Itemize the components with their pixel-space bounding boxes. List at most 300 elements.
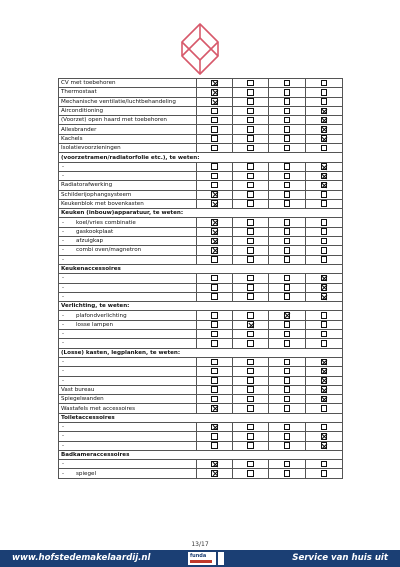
row-label (59, 227, 197, 236)
checked-checkbox[interactable] (211, 228, 218, 235)
empty-checkbox[interactable] (321, 98, 328, 105)
empty-checkbox[interactable] (247, 135, 254, 142)
empty-checkbox[interactable] (247, 386, 254, 393)
inventory-table (58, 78, 343, 479)
empty-checkbox[interactable] (284, 126, 291, 133)
checked-checkbox[interactable] (321, 386, 328, 393)
empty-checkbox[interactable] (284, 145, 291, 152)
funda-badge (188, 552, 216, 565)
checkbox-cell (306, 367, 343, 376)
checked-checkbox[interactable] (211, 247, 218, 254)
row-label-text: Wastafels met accessoires (61, 405, 136, 412)
checkbox-cell (233, 385, 269, 394)
table-row (59, 376, 343, 385)
checkbox-cell (269, 97, 306, 106)
table-row (59, 469, 343, 478)
checkbox-cell (306, 106, 343, 115)
empty-checkbox[interactable] (211, 135, 218, 142)
checkbox-cell (197, 125, 233, 134)
checkbox-cell (306, 79, 343, 88)
empty-checkbox[interactable] (284, 442, 291, 449)
row-label-text: (voorzetramen/radiatorfolie etc.), te weten: (61, 154, 200, 161)
checked-checkbox[interactable] (321, 359, 328, 366)
empty-checkbox[interactable] (247, 247, 254, 254)
checkbox-cell (233, 255, 269, 264)
row-label (59, 302, 343, 311)
empty-checkbox[interactable] (284, 135, 291, 142)
row-label-text: losse lampen (76, 321, 113, 328)
row-label (59, 432, 197, 441)
empty-checkbox[interactable] (211, 396, 218, 403)
checkbox-cell (269, 88, 306, 97)
empty-checkbox[interactable] (284, 173, 291, 180)
empty-checkbox[interactable] (211, 108, 218, 115)
empty-checkbox[interactable] (321, 191, 328, 198)
checkbox-cell (233, 162, 269, 171)
checkbox-cell (197, 88, 233, 97)
table-row (59, 339, 343, 348)
checkbox-cell (233, 227, 269, 236)
checkbox-cell (233, 460, 269, 469)
empty-checkbox[interactable] (247, 377, 254, 384)
row-label (59, 134, 197, 143)
section-header-row (59, 450, 343, 459)
checked-checkbox[interactable] (321, 126, 328, 133)
empty-checkbox[interactable] (247, 80, 254, 87)
bullet-marker: - (62, 284, 65, 291)
checkbox-cell (197, 320, 233, 329)
bullet-marker: - (62, 377, 65, 384)
page-number: 13/17 (191, 541, 209, 548)
checkbox-cell (269, 441, 306, 450)
bullet-marker: - (62, 275, 65, 282)
empty-checkbox[interactable] (284, 405, 291, 412)
empty-checkbox[interactable] (247, 228, 254, 235)
checkbox-cell (269, 227, 306, 236)
empty-checkbox[interactable] (321, 312, 328, 319)
empty-checkbox[interactable] (211, 340, 218, 347)
checked-checkbox[interactable] (321, 284, 328, 291)
empty-checkbox[interactable] (211, 377, 218, 384)
checked-checkbox[interactable] (211, 238, 218, 245)
table-row (59, 125, 343, 134)
row-label (59, 348, 343, 357)
empty-checkbox[interactable] (247, 182, 254, 189)
table-row (59, 357, 343, 366)
checked-checkbox[interactable] (321, 293, 328, 300)
empty-checkbox[interactable] (321, 145, 328, 152)
row-label (59, 190, 197, 199)
empty-checkbox[interactable] (211, 126, 218, 133)
checkbox-cell (269, 357, 306, 366)
empty-checkbox[interactable] (321, 80, 328, 87)
row-label (59, 274, 197, 283)
table-row (59, 97, 343, 106)
empty-checkbox[interactable] (211, 368, 218, 375)
table-row (59, 460, 343, 469)
empty-checkbox[interactable] (284, 256, 291, 263)
checkbox-cell (197, 422, 233, 431)
checkbox-cell (197, 162, 233, 171)
checked-checkbox[interactable] (211, 424, 218, 431)
empty-checkbox[interactable] (284, 396, 291, 403)
checkbox-cell (306, 97, 343, 106)
empty-checkbox[interactable] (247, 191, 254, 198)
empty-checkbox[interactable] (211, 293, 218, 300)
checkbox-cell (269, 162, 306, 171)
row-label (59, 106, 197, 115)
checkbox-cell (306, 246, 343, 255)
checkbox-cell (197, 339, 233, 348)
empty-checkbox[interactable] (284, 470, 291, 477)
checkbox-cell (269, 125, 306, 134)
row-label (59, 422, 197, 431)
empty-checkbox[interactable] (247, 117, 254, 124)
empty-checkbox[interactable] (247, 238, 254, 245)
checked-checkbox[interactable] (284, 312, 291, 319)
bullet-marker: - (62, 424, 65, 431)
footer-slogan: Service van huis uit (292, 553, 388, 563)
empty-checkbox[interactable] (284, 219, 291, 226)
empty-checkbox[interactable] (247, 312, 254, 319)
table-row (59, 218, 343, 227)
checked-checkbox[interactable] (321, 377, 328, 384)
checked-checkbox[interactable] (211, 461, 218, 468)
empty-checkbox[interactable] (247, 433, 254, 440)
section-header-row (59, 153, 343, 162)
row-label (59, 311, 197, 320)
empty-checkbox[interactable] (247, 461, 254, 468)
empty-checkbox[interactable] (284, 331, 291, 338)
checkbox-cell (233, 199, 269, 208)
table-row (59, 190, 343, 199)
empty-checkbox[interactable] (211, 163, 218, 170)
row-label-text: Keukenblok met bovenkasten (61, 201, 144, 207)
bullet-marker: - (62, 340, 65, 347)
checked-checkbox[interactable] (321, 275, 328, 282)
row-label-text: gaskookplaat (76, 228, 114, 235)
checkbox-cell (269, 460, 306, 469)
checkbox-cell (269, 144, 306, 153)
bullet-marker: - (62, 312, 65, 319)
empty-checkbox[interactable] (321, 340, 328, 347)
empty-checkbox[interactable] (284, 386, 291, 393)
empty-checkbox[interactable] (211, 256, 218, 263)
row-label (59, 292, 197, 301)
checkbox-cell (197, 469, 233, 478)
empty-checkbox[interactable] (247, 424, 254, 431)
checkbox-cell (233, 246, 269, 255)
empty-checkbox[interactable] (321, 247, 328, 254)
checkbox-cell (269, 469, 306, 478)
empty-checkbox[interactable] (321, 405, 328, 412)
checkbox-cell (233, 116, 269, 125)
empty-checkbox[interactable] (284, 284, 291, 291)
empty-checkbox[interactable] (321, 228, 328, 235)
row-label-text: combi oven/magnetron (76, 247, 142, 254)
checked-checkbox[interactable] (321, 117, 328, 124)
checkbox-cell (197, 395, 233, 404)
checkbox-cell (306, 320, 343, 329)
empty-checkbox[interactable] (247, 256, 254, 263)
empty-checkbox[interactable] (284, 433, 291, 440)
table-row (59, 422, 343, 431)
row-label-text: (Voorzet) open haard met toebehoren (61, 117, 167, 124)
row-label-text: plafondverlichting (76, 312, 127, 319)
checkbox-cell (233, 218, 269, 227)
checked-checkbox[interactable] (211, 470, 218, 477)
logo-icon (178, 22, 222, 78)
checked-checkbox[interactable] (321, 182, 328, 189)
empty-checkbox[interactable] (284, 377, 291, 384)
checkbox-cell (233, 441, 269, 450)
checkbox-cell (197, 116, 233, 125)
empty-checkbox[interactable] (247, 284, 254, 291)
empty-checkbox[interactable] (247, 293, 254, 300)
empty-checkbox[interactable] (321, 238, 328, 245)
checked-checkbox[interactable] (321, 368, 328, 375)
table-row (59, 255, 343, 264)
row-label (59, 450, 343, 459)
table-row (59, 311, 343, 320)
empty-checkbox[interactable] (284, 461, 291, 468)
checkbox-cell (269, 404, 306, 413)
empty-checkbox[interactable] (247, 145, 254, 152)
row-label-text: Spiegelwanden (61, 396, 104, 403)
empty-checkbox[interactable] (247, 163, 254, 170)
row-label (59, 385, 197, 394)
empty-checkbox[interactable] (284, 89, 291, 96)
checkbox-cell (197, 144, 233, 153)
row-label (59, 460, 197, 469)
empty-checkbox[interactable] (321, 200, 328, 207)
row-label-text: Isolatievoorzieningen (61, 145, 121, 152)
empty-checkbox[interactable] (247, 173, 254, 180)
checked-checkbox[interactable] (321, 135, 328, 142)
empty-checkbox[interactable] (284, 200, 291, 207)
empty-checkbox[interactable] (247, 442, 254, 449)
empty-checkbox[interactable] (284, 424, 291, 431)
checkbox-cell (233, 134, 269, 143)
row-label (59, 469, 197, 478)
empty-checkbox[interactable] (247, 368, 254, 375)
website-link[interactable]: www.hofstedemakelaardij.nl (12, 553, 151, 563)
bullet-marker: - (62, 228, 65, 235)
checkbox-cell (233, 320, 269, 329)
checkbox-cell (233, 367, 269, 376)
checkbox-cell (306, 255, 343, 264)
empty-checkbox[interactable] (211, 275, 218, 282)
empty-checkbox[interactable] (321, 89, 328, 96)
checkbox-cell (233, 404, 269, 413)
empty-checkbox[interactable] (321, 256, 328, 263)
empty-checkbox[interactable] (247, 359, 254, 366)
empty-checkbox[interactable] (284, 238, 291, 245)
empty-checkbox[interactable] (247, 89, 254, 96)
checkbox-cell (197, 274, 233, 283)
checkbox-cell (197, 218, 233, 227)
empty-checkbox[interactable] (284, 191, 291, 198)
empty-checkbox[interactable] (247, 200, 254, 207)
empty-checkbox[interactable] (321, 321, 328, 328)
section-header-row (59, 348, 343, 357)
checkbox-cell (306, 330, 343, 339)
checkbox-cell (197, 330, 233, 339)
empty-checkbox[interactable] (247, 405, 254, 412)
checkbox-cell (306, 311, 343, 320)
row-label (59, 171, 197, 180)
checked-checkbox[interactable] (211, 80, 218, 87)
row-label-text: Mechanische ventilatie/luchtbehandeling (61, 98, 176, 105)
checked-checkbox[interactable] (321, 442, 328, 449)
checked-checkbox[interactable] (321, 433, 328, 440)
row-label (59, 376, 197, 385)
checked-checkbox[interactable] (211, 89, 218, 96)
empty-checkbox[interactable] (211, 145, 218, 152)
checkbox-cell (197, 190, 233, 199)
row-label (59, 283, 197, 292)
checkbox-cell (306, 469, 343, 478)
checked-checkbox[interactable] (321, 173, 328, 180)
empty-checkbox[interactable] (211, 173, 218, 180)
empty-checkbox[interactable] (211, 182, 218, 189)
row-label (59, 116, 197, 125)
empty-checkbox[interactable] (211, 284, 218, 291)
empty-checkbox[interactable] (284, 359, 291, 366)
empty-checkbox[interactable] (211, 386, 218, 393)
checked-checkbox[interactable] (211, 191, 218, 198)
row-label-text: spiegel (76, 470, 97, 477)
empty-checkbox[interactable] (247, 219, 254, 226)
table-row (59, 162, 343, 171)
table-row (59, 330, 343, 339)
checkbox-cell (306, 357, 343, 366)
bullet-marker: - (62, 359, 65, 366)
row-label (59, 404, 197, 413)
checkbox-cell (306, 199, 343, 208)
empty-checkbox[interactable] (211, 321, 218, 328)
empty-checkbox[interactable] (247, 98, 254, 105)
table-row (59, 283, 343, 292)
table-row (59, 385, 343, 394)
row-label-text: Kachels (61, 135, 83, 142)
checkbox-cell (233, 97, 269, 106)
checkbox-cell (269, 218, 306, 227)
section-header-row (59, 302, 343, 311)
row-label-text: Vast bureau (61, 386, 95, 393)
empty-checkbox[interactable] (211, 312, 218, 319)
row-label-text: Badkameraccessoires (61, 452, 130, 459)
row-label (59, 153, 343, 162)
checked-checkbox[interactable] (211, 98, 218, 105)
checkbox-cell (197, 292, 233, 301)
bullet-marker: - (62, 461, 65, 468)
empty-checkbox[interactable] (321, 424, 328, 431)
checked-checkbox[interactable] (321, 163, 328, 170)
empty-checkbox[interactable] (284, 182, 291, 189)
empty-checkbox[interactable] (284, 98, 291, 105)
row-label (59, 264, 343, 273)
checkbox-cell (306, 376, 343, 385)
checkbox-cell (306, 162, 343, 171)
empty-checkbox[interactable] (284, 293, 291, 300)
checked-checkbox[interactable] (247, 321, 254, 328)
empty-checkbox[interactable] (284, 108, 291, 115)
checkbox-cell (306, 283, 343, 292)
bullet-marker: - (62, 247, 65, 254)
checkbox-cell (306, 274, 343, 283)
empty-checkbox[interactable] (284, 228, 291, 235)
empty-checkbox[interactable] (211, 331, 218, 338)
checked-checkbox[interactable] (321, 108, 328, 115)
checked-checkbox[interactable] (321, 396, 328, 403)
checkbox-cell (306, 441, 343, 450)
checkbox-cell (269, 311, 306, 320)
section-header-row (59, 209, 343, 218)
empty-checkbox[interactable] (284, 340, 291, 347)
empty-checkbox[interactable] (284, 321, 291, 328)
bullet-marker: - (62, 238, 65, 245)
empty-checkbox[interactable] (211, 359, 218, 366)
empty-checkbox[interactable] (247, 275, 254, 282)
checkbox-cell (233, 237, 269, 246)
empty-checkbox[interactable] (284, 80, 291, 87)
checkbox-cell (269, 237, 306, 246)
row-label-text: Verlichting, te weten: (61, 303, 130, 310)
empty-checkbox[interactable] (247, 331, 254, 338)
empty-checkbox[interactable] (321, 219, 328, 226)
empty-checkbox[interactable] (284, 117, 291, 124)
checkbox-cell (233, 106, 269, 115)
empty-checkbox[interactable] (247, 396, 254, 403)
empty-checkbox[interactable] (211, 442, 218, 449)
row-label-text: (Losse) kasten, legplanken, te weten: (61, 349, 181, 356)
empty-checkbox[interactable] (284, 163, 291, 170)
empty-checkbox[interactable] (321, 331, 328, 338)
empty-checkbox[interactable] (211, 433, 218, 440)
checked-checkbox[interactable] (211, 219, 218, 226)
bullet-marker: - (62, 368, 65, 375)
checkbox-cell (306, 432, 343, 441)
row-label (59, 339, 197, 348)
empty-checkbox[interactable] (247, 126, 254, 133)
empty-checkbox[interactable] (321, 461, 328, 468)
checkbox-cell (197, 199, 233, 208)
empty-checkbox[interactable] (247, 108, 254, 115)
empty-checkbox[interactable] (321, 470, 328, 477)
bullet-marker: - (62, 256, 65, 263)
empty-checkbox[interactable] (211, 117, 218, 124)
empty-checkbox[interactable] (284, 247, 291, 254)
bullet-marker: - (62, 433, 65, 440)
empty-checkbox[interactable] (284, 368, 291, 375)
empty-checkbox[interactable] (247, 470, 254, 477)
table-row (59, 171, 343, 180)
empty-checkbox[interactable] (247, 340, 254, 347)
checkbox-cell (197, 227, 233, 236)
row-label-text: afzuigkap (76, 238, 104, 245)
row-label (59, 413, 343, 422)
checkbox-cell (197, 357, 233, 366)
row-label (59, 209, 343, 218)
checked-checkbox[interactable] (211, 200, 218, 207)
empty-checkbox[interactable] (284, 275, 291, 282)
table-row (59, 134, 343, 143)
checkbox-cell (233, 395, 269, 404)
row-label (59, 88, 197, 97)
table-row (59, 181, 343, 190)
checked-checkbox[interactable] (211, 405, 218, 412)
